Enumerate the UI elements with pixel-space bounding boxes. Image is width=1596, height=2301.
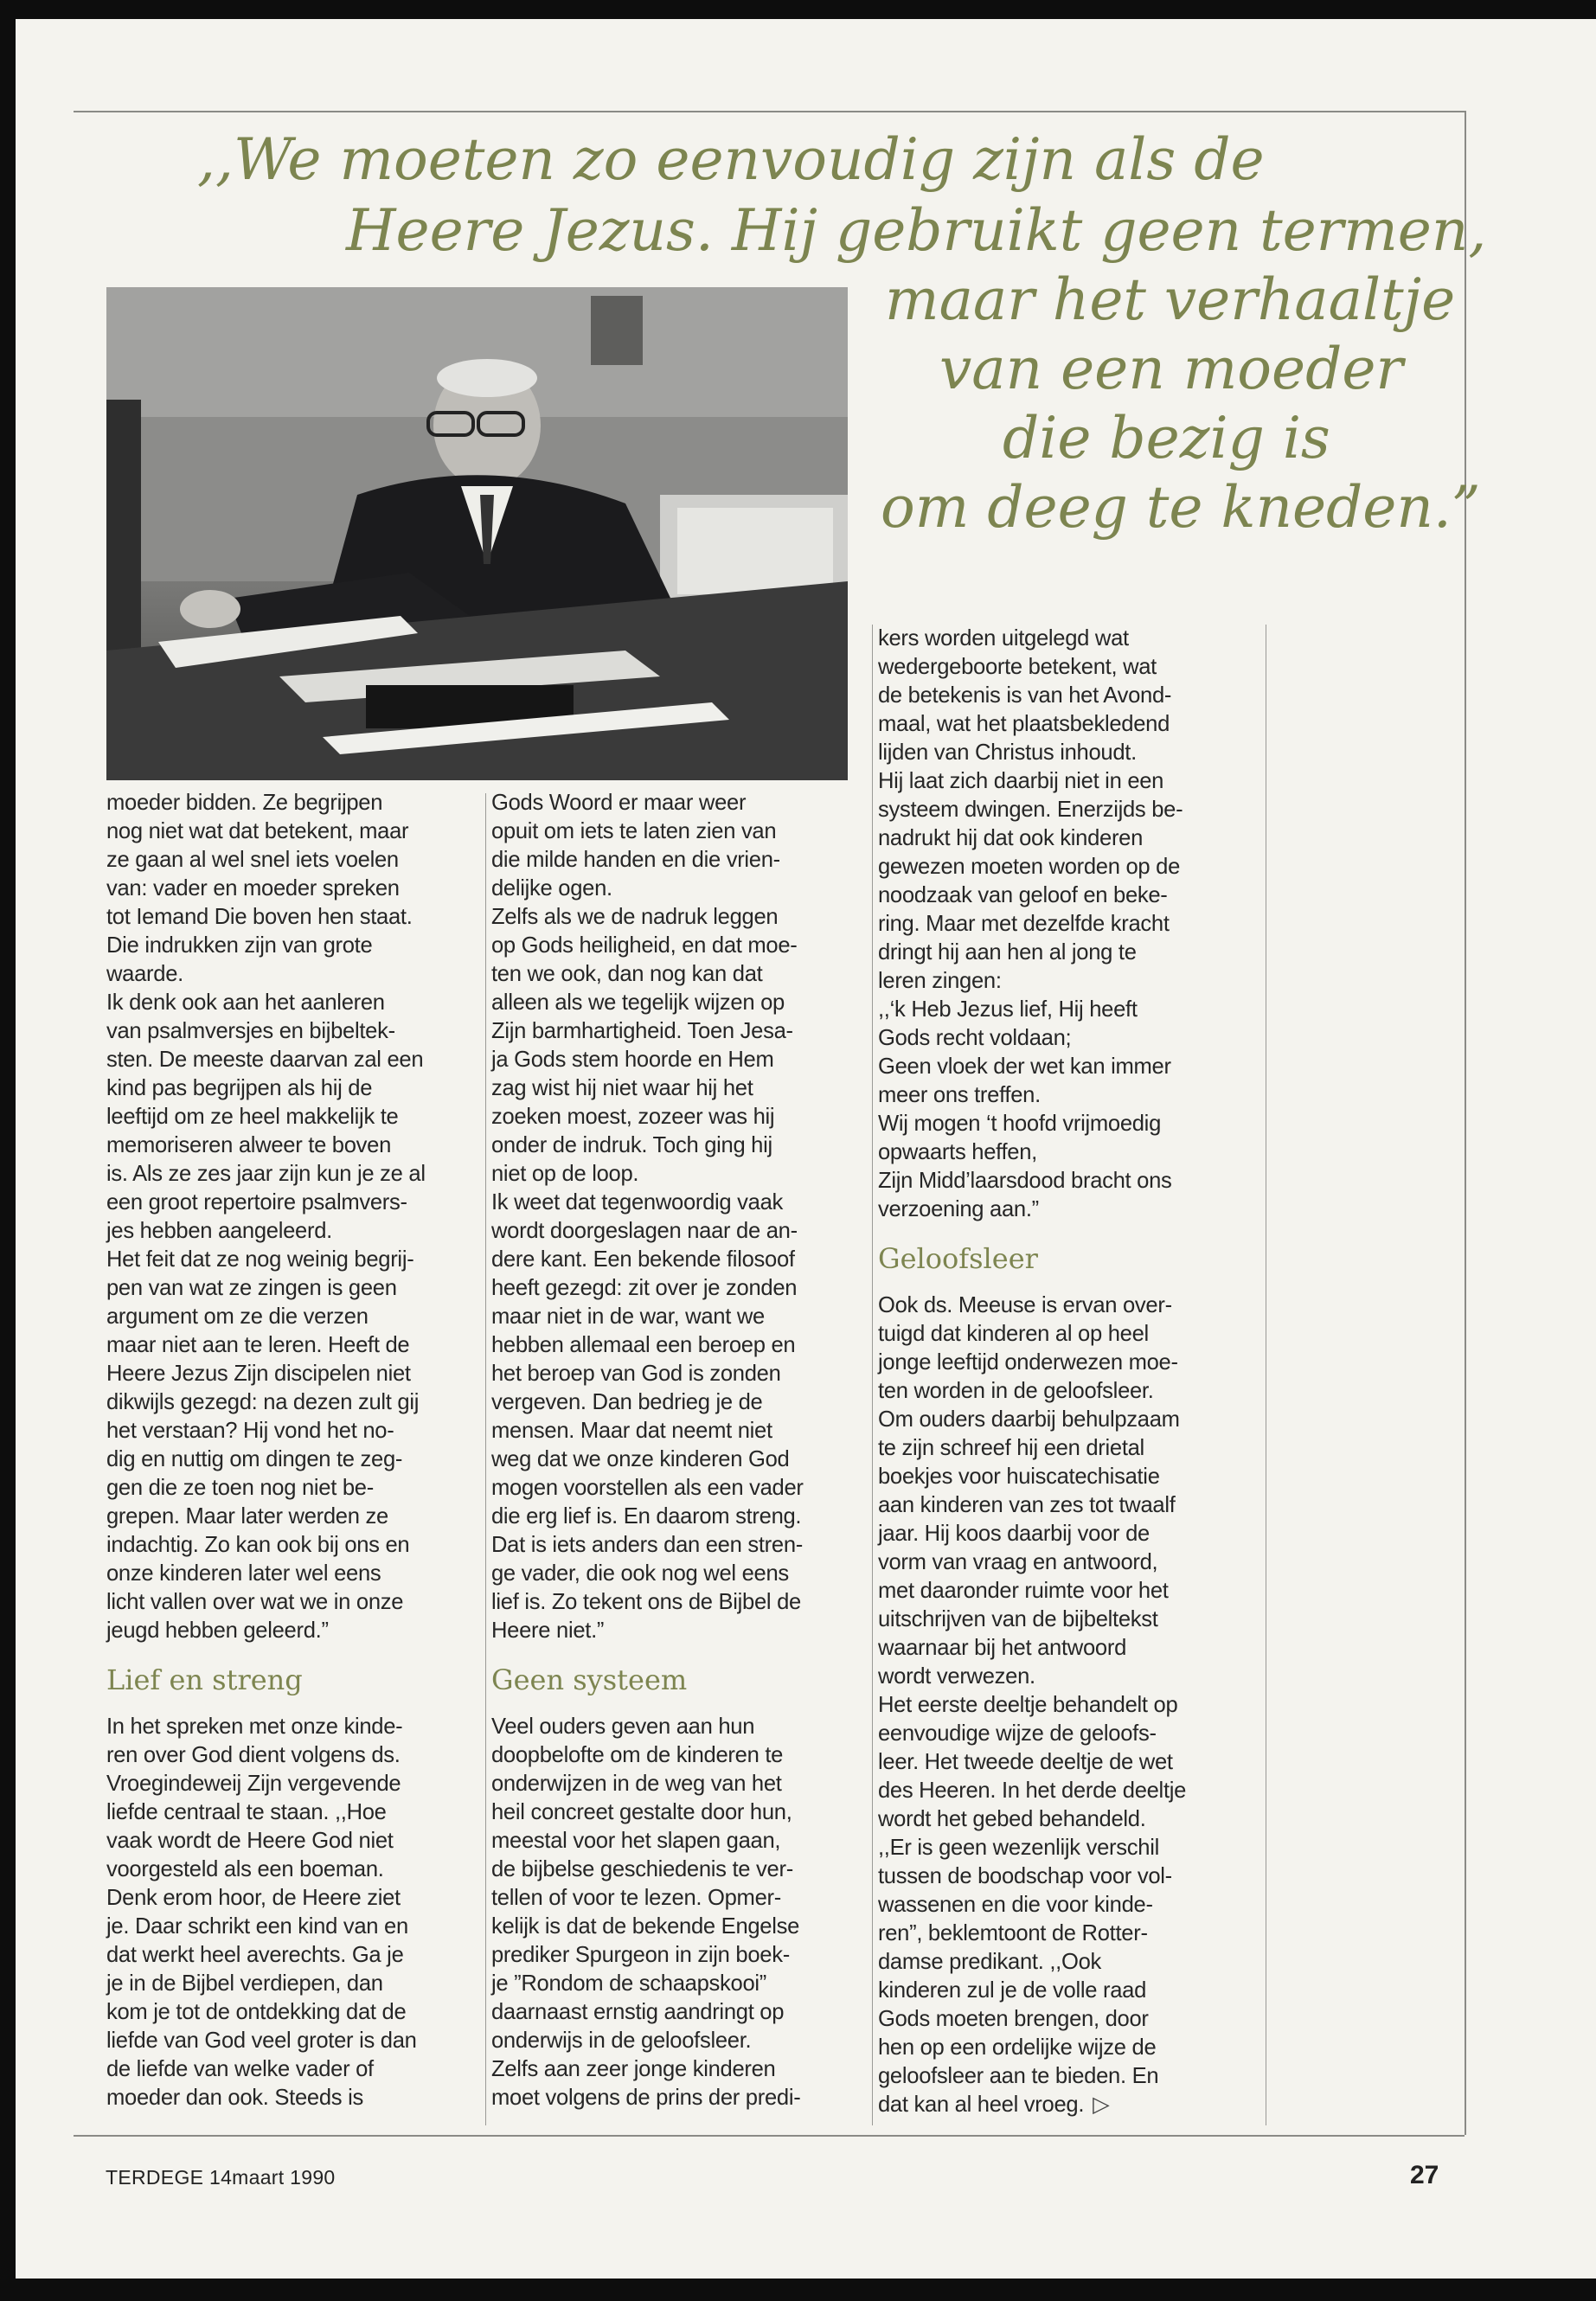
text-line: alleen als we tegelijk wijzen op (491, 990, 785, 1015)
text-line: uitschrijven van de bijbeltekst (878, 1607, 1158, 1631)
text-line: In het spreken met onze kinde- (106, 1715, 403, 1739)
text-line: het verstaan? Hij vond het no- (106, 1419, 394, 1443)
text-line: mogen voorstellen als een vader (491, 1476, 804, 1500)
text-line: Denk erom hoor, de Heere ziet (106, 1886, 401, 1910)
text-line: niet op de loop. (491, 1162, 639, 1186)
article-column-1 (106, 789, 426, 2112)
text-line: meer ons treffen. (878, 1083, 1041, 1107)
text-line: ten worden in de geloofsleer. (878, 1379, 1154, 1403)
text-line: ,,Er is geen wezenlijk verschil (878, 1836, 1159, 1860)
text-line: damse predikant. ,,Ook (878, 1950, 1101, 1974)
text-line: noodzaak van geloof en beke- (878, 883, 1168, 907)
text-line: kind pas begrijpen als hij de (106, 1076, 373, 1100)
column-divider (485, 793, 486, 2125)
text-line: licht vallen over wat we in onze (106, 1590, 404, 1614)
footer-publication: TERDEGE 14maart 1990 (106, 2166, 336, 2189)
text-line: onze kinderen later wel eens (106, 1561, 381, 1586)
text-line: Dat is iets anders dan een stren- (491, 1533, 803, 1557)
text-line: Heere niet.” (491, 1618, 605, 1643)
text-line: kinderen zul je de volle raad (878, 1978, 1146, 2003)
text-line: waarnaar bij het antwoord (878, 1636, 1127, 1660)
text-line: Vroegindeweij Zijn vergevende (106, 1772, 401, 1796)
text-line: hen op een ordelijke wijze de (878, 2035, 1157, 2060)
text-line: te zijn schreef hij een drietal (878, 1436, 1144, 1460)
text-line: Zelfs aan zeer jonge kinderen (491, 2057, 776, 2081)
subheading-geloofsleer: Geloofsleer (878, 1242, 1038, 1275)
text-line: argument om ze die verzen (106, 1304, 369, 1329)
text-line: moeder bidden. Ze begrijpen (106, 791, 383, 815)
text-line: nog niet wat dat betekent, maar (106, 819, 409, 843)
text-line: memoriseren alweer te boven (106, 1133, 392, 1157)
text-line: die erg lief is. En daarom streng. (491, 1504, 802, 1529)
text-line: ren”, beklemtoont de Rotter- (878, 1921, 1148, 1945)
text-line: van: vader en moeder spreken (106, 876, 400, 901)
text-line: wedergeboorte betekent, wat (878, 655, 1157, 679)
pull-quote-line: ,,We moeten zo eenvoudig zijn als de (197, 126, 1265, 193)
pull-quote-line: Heere Jezus. Hij gebruikt geen termen, (346, 197, 1487, 264)
text-line: die milde handen en die vrien- (491, 848, 780, 872)
text-line: Wij mogen ‘t hoofd vrijmoedig (878, 1112, 1162, 1136)
subheading-lief-en-streng: Lief en streng (106, 1663, 303, 1696)
text-line: de liefde van welke vader of (106, 2057, 374, 2081)
text-line: verzoening aan.” (878, 1197, 1039, 1221)
frame-top-rule (74, 111, 1465, 112)
text-line: Veel ouders geven aan hun (491, 1715, 755, 1739)
text-line: Gods Woord er maar weer (491, 791, 747, 815)
text-line: Zijn Midd’laarsdood bracht ons (878, 1169, 1172, 1193)
pull-quote-line: die bezig is (1003, 405, 1330, 471)
text-line: geloofsleer aan te bieden. En (878, 2064, 1159, 2088)
text-line: het beroep van God is zonden (491, 1362, 781, 1386)
text-line: ze gaan al wel snel iets voelen (106, 848, 399, 872)
text-line: Gods recht voldaan; (878, 1026, 1072, 1050)
text-line: des Heeren. In het derde deeltje (878, 1779, 1187, 1803)
text-line: boekjes voor huiscatechisatie (878, 1465, 1160, 1489)
text-line: zoeken moest, zozeer was hij (491, 1105, 775, 1129)
text-line: van psalmversjes en bijbeltek- (106, 1019, 395, 1043)
text-line: moet volgens de prins der predi- (491, 2086, 801, 2110)
text-line: Om ouders daarbij behulpzaam (878, 1407, 1180, 1432)
frame-right-rule (1465, 111, 1466, 2135)
text-line: maal, wat het plaatsbekledend (878, 712, 1170, 736)
text-line: doopbelofte om de kinderen te (491, 1743, 784, 1767)
text-line: jonge leeftijd onderwezen moe- (878, 1350, 1178, 1375)
text-line: vorm van vraag en antwoord, (878, 1550, 1158, 1574)
text-line: moeder dan ook. Steeds is (106, 2086, 363, 2110)
text-line: prediker Spurgeon in zijn boek- (491, 1943, 790, 1967)
text-line: een groot repertoire psalmvers- (106, 1190, 407, 1215)
text-line: opuit om iets te laten zien van (491, 819, 777, 843)
pull-quote-line: van een moeder (939, 336, 1403, 402)
frame-bottom-rule (74, 2135, 1465, 2137)
text-line: indachtig. Zo kan ook bij ons en (106, 1533, 410, 1557)
text-line: onder de indruk. Toch ging hij (491, 1133, 772, 1157)
text-line-last (878, 2091, 1186, 2119)
text-line: je. Daar schrikt een kind van en (106, 1914, 408, 1939)
text-line: leeftijd om ze heel makkelijk te (106, 1105, 399, 1129)
text-line: maar niet in de war, want we (491, 1304, 765, 1329)
text-line: tussen de boodschap voor vol- (878, 1864, 1172, 1888)
text-line: lief is. Zo tekent ons de Bijbel de (491, 1590, 801, 1614)
text-line: vaak wordt de Heere God niet (106, 1829, 394, 1853)
text-line: systeem dwingen. Enerzijds be- (878, 798, 1183, 822)
text-line: dikwijls gezegd: na dezen zult gij (106, 1390, 420, 1414)
text-line: nadrukt hij dat ook kinderen (878, 826, 1144, 850)
text-line: kers worden uitgelegd wat (878, 626, 1129, 651)
page-number: 27 (1410, 2161, 1439, 2189)
text-line: Geen vloek der wet kan immer (878, 1054, 1171, 1079)
text-line: jes hebben aangeleerd. (106, 1219, 332, 1243)
text-line: wassenen en die voor kinde- (878, 1893, 1153, 1917)
text-line: met daaronder ruimte voor het (878, 1579, 1169, 1603)
text-line: leren zingen: (878, 969, 1002, 993)
text-line: ring. Maar met dezelfde kracht (878, 912, 1170, 936)
text-line: leer. Het tweede deeltje de wet (878, 1750, 1173, 1774)
text-line: wordt doorgeslagen naar de an- (491, 1219, 798, 1243)
magazine-page (16, 19, 1596, 2279)
text-line: hebben allemaal een beroep en (491, 1333, 796, 1357)
text-line: Hij laat zich daarbij niet in een (878, 769, 1164, 793)
text-line: op Gods heiligheid, en dat moe- (491, 933, 798, 958)
text-line: mensen. Maar dat neemt niet (491, 1419, 772, 1443)
text-line: ren over God dient volgens ds. (106, 1743, 401, 1767)
text-line: ten we ook, dan nog kan dat (491, 962, 763, 986)
text-line: Het eerste deeltje behandelt op (878, 1693, 1178, 1717)
text-line: Heere Jezus Zijn discipelen niet (106, 1362, 411, 1386)
article-column-2 (491, 789, 804, 2112)
text-line: weg dat we onze kinderen God (491, 1447, 790, 1471)
text-line: ja Gods stem hoorde en Hem (491, 1048, 774, 1072)
text-line: ge vader, die ook nog wel eens (491, 1561, 789, 1586)
text-line: zag wist hij niet waar hij het (491, 1076, 753, 1100)
text-line: delijke ogen. (491, 876, 612, 901)
pull-quote-line: om deeg te kneden.” (881, 474, 1481, 541)
text-line: tuigd dat kinderen al op heel (878, 1322, 1149, 1346)
text-line: dat werkt heel averechts. Ga je (106, 1943, 404, 1967)
text-line: jeugd hebben geleerd.” (106, 1618, 329, 1643)
text-line: opwaarts heffen, (878, 1140, 1037, 1164)
text-line: heeft gezegd: zit over je zonden (491, 1276, 798, 1300)
text-line: aan kinderen van zes tot twaalf (878, 1493, 1176, 1517)
text-line: pen van wat ze zingen is geen (106, 1276, 397, 1300)
text-line: dere kant. Een bekende filosoof (491, 1247, 795, 1272)
text-line: maar niet aan te leren. Heeft de (106, 1333, 410, 1357)
article-column-3 (878, 625, 1186, 2119)
column-divider (872, 625, 873, 2125)
text-line: onderwijs in de geloofsleer. (491, 2029, 752, 2053)
continue-arrow-icon: ▷ (1093, 2093, 1110, 2117)
text-line: ,,‘k Heb Jezus lief, Hij heeft (878, 997, 1138, 1022)
text-line: je in de Bijbel verdiepen, dan (106, 1971, 383, 1996)
text-line: Ik weet dat tegenwoordig vaak (491, 1190, 784, 1215)
text-line: eenvoudige wijze de geloofs- (878, 1721, 1157, 1746)
text-line: Zijn barmhartigheid. Toen Jesa- (491, 1019, 793, 1043)
text-line: waarde. (106, 962, 183, 986)
text-line: wordt verwezen. (878, 1664, 1035, 1689)
text-line: kom je tot de ontdekking dat de (106, 2000, 407, 2024)
text-line: daarnaast ernstig aandringt op (491, 2000, 785, 2024)
text-line: de bijbelse geschiedenis te ver- (491, 1857, 793, 1881)
last-line-text: dat kan al heel vroeg. (878, 2093, 1085, 2117)
text-line: grepen. Maar later werden ze (106, 1504, 388, 1529)
pull-quote-line: maar het verhaaltje (885, 266, 1456, 333)
text-line: is. Als ze zes jaar zijn kun je ze al (106, 1162, 426, 1186)
text-line: vergeven. Dan bedrieg je de (491, 1390, 763, 1414)
portrait-photo (106, 287, 848, 780)
subheading-geen-systeem: Geen systeem (491, 1663, 688, 1696)
text-line: gewezen moeten worden op de (878, 855, 1181, 879)
text-line: Gods moeten brengen, door (878, 2007, 1149, 2031)
text-line: tot Iemand Die boven hen staat. (106, 905, 413, 929)
text-line: voorgesteld als een boeman. (106, 1857, 384, 1881)
text-line: sten. De meeste daarvan zal een (106, 1048, 424, 1072)
text-line: jaar. Hij koos daarbij voor de (878, 1522, 1150, 1546)
text-line: Die indrukken zijn van grote (106, 933, 373, 958)
text-line: je ”Rondom de schaapskooi” (491, 1971, 766, 1996)
text-line: liefde centraal te staan. ,,Hoe (106, 1800, 387, 1824)
text-line: lijden van Christus inhoudt. (878, 740, 1137, 765)
text-line: wordt het gebed behandeld. (878, 1807, 1146, 1831)
text-line: kelijk is dat de bekende Engelse (491, 1914, 800, 1939)
text-line: Het feit dat ze nog weinig begrij- (106, 1247, 414, 1272)
text-line: onderwijzen in de weg van het (491, 1772, 782, 1796)
text-line: dringt hij aan hen al jong te (878, 940, 1137, 965)
portrait-photo-illustration (106, 287, 848, 780)
text-line: dig en nuttig om dingen te zeg- (106, 1447, 403, 1471)
text-line: heil concreet gestalte door hun, (491, 1800, 792, 1824)
text-line: meestal voor het slapen gaan, (491, 1829, 781, 1853)
text-line: gen die ze toen nog niet be- (106, 1476, 374, 1500)
text-line: Zelfs als we de nadruk leggen (491, 905, 779, 929)
text-line: Ik denk ook aan het aanleren (106, 990, 385, 1015)
text-line: tellen of voor te lezen. Opmer- (491, 1886, 781, 1910)
text-line: de betekenis is van het Avond- (878, 683, 1172, 708)
text-line: Ook ds. Meeuse is ervan over- (878, 1293, 1172, 1317)
text-line: liefde van God veel groter is dan (106, 2029, 417, 2053)
